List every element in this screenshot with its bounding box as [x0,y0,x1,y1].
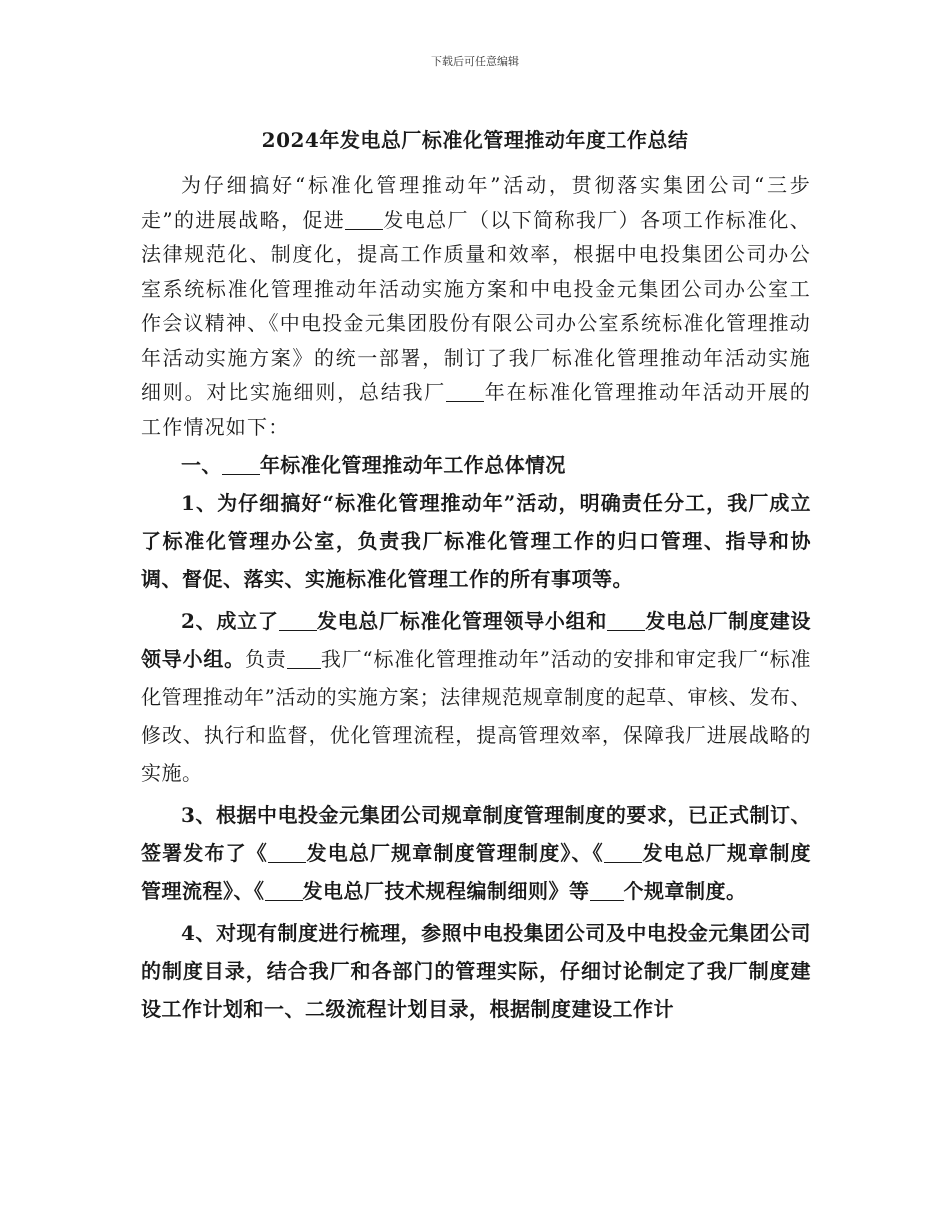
item-2-text-2: 我厂“标准化管理推动年”活动的安排和审定我厂“标准化管理推动年”活动的实施方案；法律规范规章制度的起草、审核、发布、修改、执行和监督，优化管理流程，提高管理效率，保障我厂进展战略的实施。 [141,647,812,785]
intro-text-2: 发电总厂（以下简称我厂）各项工作标准化、法律规范化、制度化，提高工作质量和效率，根据中电投集团公司办公室系统标准化管理推动年活动实施方案和中电投金元集团公司办公室工作会议精神、《中电投金元集团股份有限公司办公室系统标准化管理推动年活动实施方案》的统一部署，制订了我厂标准化管理推动年活动实施细则。对比实施细则，总结我厂 [141,207,811,404]
fill-blank [279,610,317,631]
item-2-bold-3: 发电总厂制度建设领导小组。 [141,609,812,671]
item-2-bold-1: 2、成立了 [181,609,279,633]
fill-blank [222,454,260,475]
fill-blank [287,648,321,669]
fill-blank [590,880,624,901]
section-heading-1 [141,447,811,484]
page-header-note: 下载后可任意编辑 [431,55,519,68]
fill-blank [446,381,484,402]
fill-blank [604,842,642,863]
document-body [141,168,811,1028]
item-2-bold-2: 发电总厂标准化管理领导小组和 [316,609,608,633]
item-4-paragraph: 4、对现有制度进行梳理，参照中电投集团公司及中电投金元集团公司的制度目录，结合我厂和各部门的管理实际，仔细讨论制定了我厂制度建设工作计划和一、二级流程计划目录，根据制度建设工作计 [141,921,811,1021]
item-3-text-d: 发电总厂技术规程编制细则》等 [302,879,590,903]
fill-blank [268,842,306,863]
item-3-text-b: 发电总厂规章制度管理制度》、《 [305,841,604,865]
document-title: 2024年发电总厂标准化管理推动年度工作总结 [261,128,689,152]
fill-blank [345,209,383,230]
section-heading-prefix: 一、 [181,453,222,477]
intro-text-1: 为仔细搞好“标准化管理推动年”活动，贯彻落实集团公司“三步走”的进展战略，促进 [141,173,811,232]
item-3-paragraph [141,796,811,910]
item-3-text-a: 3、根据中电投金元集团公司规章制度管理制度的要求，已正式制订、签署发布了《 [141,803,811,865]
section-heading-text: 年标准化管理推动年工作总体情况 [259,453,566,477]
item-3-text-c: 发电总厂规章制度管理流程》、《 [141,841,812,903]
item-3-text-e: 个规章制度。 [623,879,747,903]
item-2-text-1: 负责 [244,647,287,671]
intro-paragraph [141,168,811,444]
item-2-paragraph [141,602,811,792]
item-1-paragraph: 1、为仔细搞好“标准化管理推动年”活动，明确责任分工，我厂成立了标准化管理办公室，负责我厂标准化管理工作的归口管理、指导和协调、督促、落实、实施标准化管理工作的所有事项等。 [141,491,811,591]
fill-blank [265,880,303,901]
fill-blank [607,610,645,631]
intro-text-3: 年在标准化管理推动年活动开展的工作情况如下： [141,380,811,439]
